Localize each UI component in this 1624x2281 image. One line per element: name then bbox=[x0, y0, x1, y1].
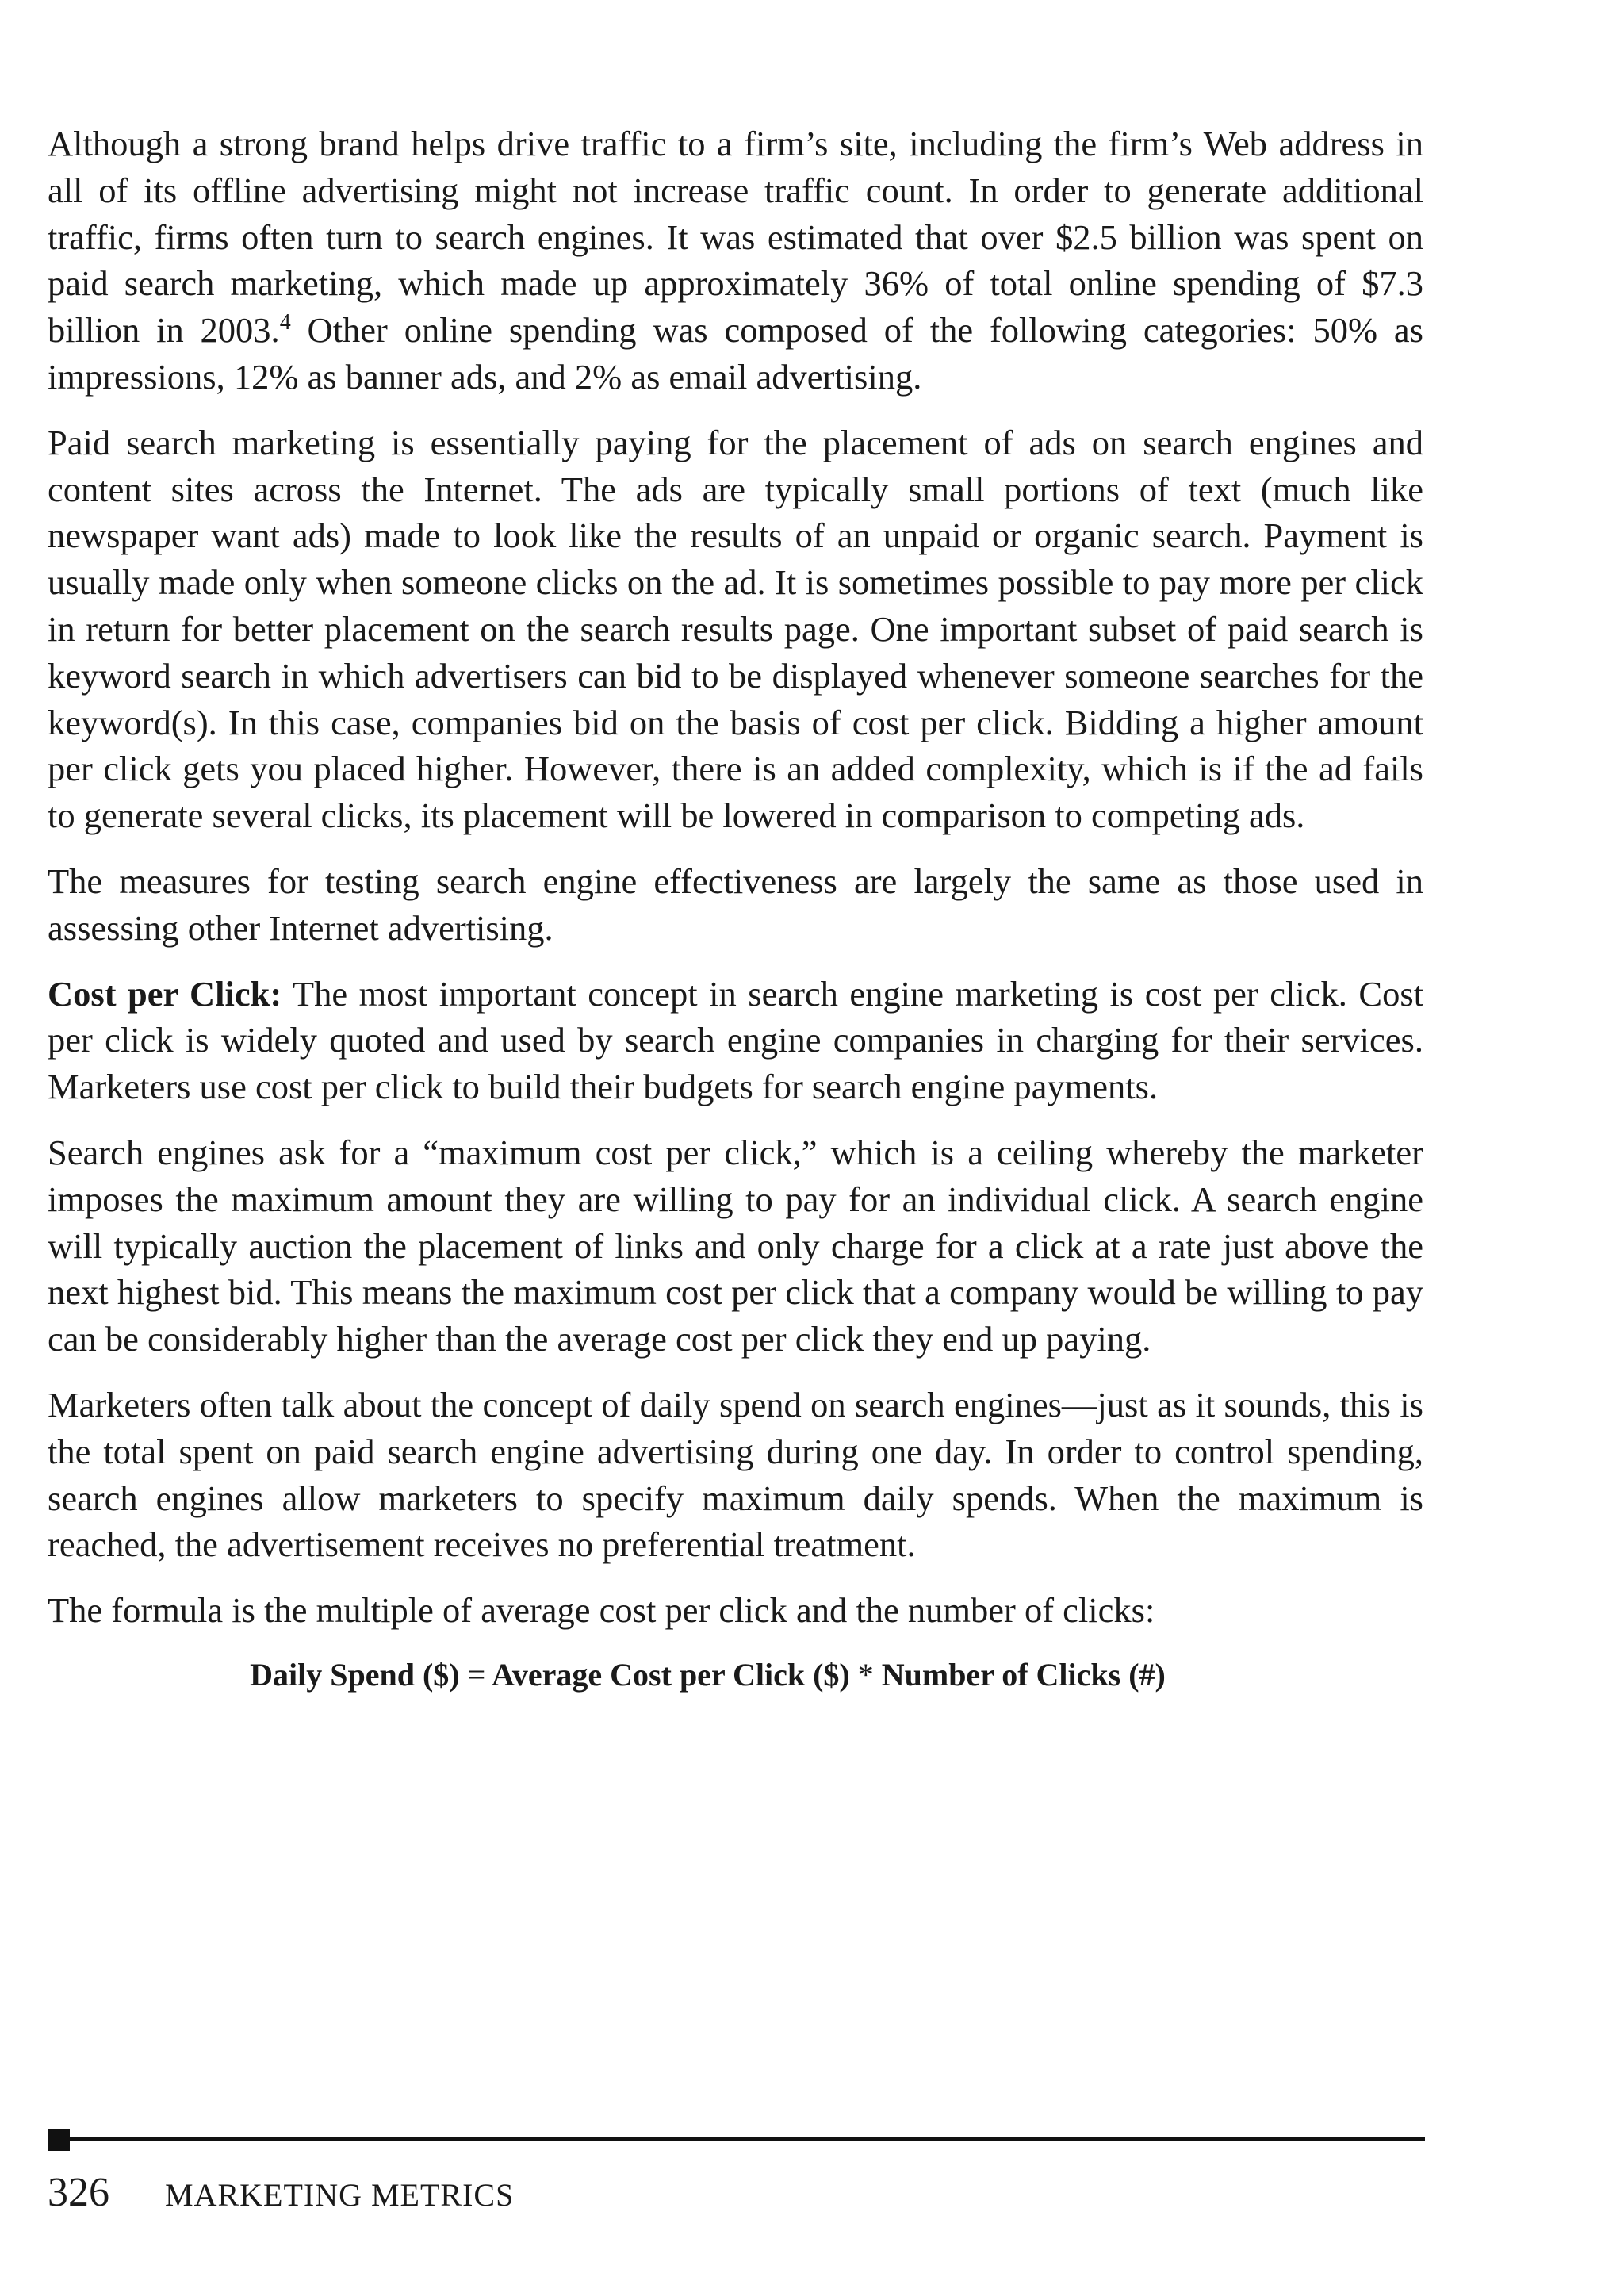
paragraph-daily-spend: Marketers often talk about the concept of daily spend on search engines—just as it sounds, this is the total spent on paid search engine advertising during one day. In order to control spending, search engines allow marketers to specify maximum daily spends. When the maximum is reached, the advertisement receives no preferential treatment. bbox=[48, 1384, 1423, 1565]
cost-per-click-text: The most important concept in search engine marketing is cost per click. Cost per click is widely quoted and used by search engine companies in charging for their services. Marketers use cost per click to build their budgets for search engine payments. bbox=[48, 973, 1423, 1107]
formula-times: * bbox=[857, 1656, 874, 1693]
formula-term-clicks: Number of Clicks (#) bbox=[881, 1656, 1166, 1693]
paragraph-paid-search-spending bbox=[48, 121, 1423, 401]
footer-rule bbox=[48, 2137, 1425, 2141]
paragraph-1-text-continued: Other online spending was composed of the following categories: 50% as impressions, 12% as banner ads, and 2% as email advertising. bbox=[48, 310, 1423, 397]
page-number: 326 bbox=[48, 2170, 109, 2215]
page-body bbox=[48, 121, 1423, 1697]
paragraph-1-text: Although a strong brand helps drive traffic to a firm’s site, including the firm’s Web address in all of its offline advertising might not increase traffic count. In order to generate additional traffic, firms often turn to search engines. It was estimated that over $2.5 billion was spent on paid search marketing, which made up approximately 36% of total online spending of $7.3 billion in 2003. bbox=[48, 124, 1423, 351]
paragraph-paid-search-definition: Paid search marketing is essentially paying for the placement of ads on search engines and content sites across the Internet. The ads are typically small portions of text (much like newspaper want ads) made to look like the results of an unpaid or organic search. Payment is usually made only when someone clicks on the ad. It is sometimes possible to pay more per click in return for better placement on the search results page. One important subset of paid search is keyword search in which advertisers can bid to be displayed whenever someone searches for the keyword(s). In this case, companies bid on the basis of cost per click. Bidding a higher amount per click gets you placed higher. However, there is an added complexity, which is if the ad fails to generate several clicks, its placement will be lowered in comparison to competing ads. bbox=[48, 422, 1423, 836]
running-title: MARKETING METRICS bbox=[165, 2177, 515, 2213]
daily-spend-formula bbox=[48, 1653, 1423, 1697]
paragraph-formula-intro: The formula is the multiple of average cost per click and the number of clicks: bbox=[48, 1590, 1155, 1631]
paragraph-maximum-cost: Search engines ask for a “maximum cost per click,” which is a ceiling whereby the marketer imposes the maximum amount they are willing to pay for an individual click. A search engine will typically auction the placement of links and only charge for a click at a rate just above the next highest bid. This means the maximum cost per click that a company would be willing to pay can be considerably higher than the average cost per click they end up paying. bbox=[48, 1132, 1423, 1359]
page-footer bbox=[48, 2169, 514, 2219]
paragraph-measures: The measures for testing search engine effectiveness are largely the same as those used in assessing other Internet advertising. bbox=[48, 861, 1423, 948]
formula-term-average-cpc: Average Cost per Click ($) bbox=[491, 1656, 850, 1693]
formula-equals: = bbox=[467, 1656, 486, 1693]
cost-per-click-heading: Cost per Click: bbox=[48, 973, 282, 1014]
footnote-marker[interactable]: 4 bbox=[279, 310, 291, 335]
formula-lhs: Daily Spend ($) bbox=[250, 1656, 460, 1693]
paragraph-cost-per-click bbox=[48, 971, 1423, 1110]
